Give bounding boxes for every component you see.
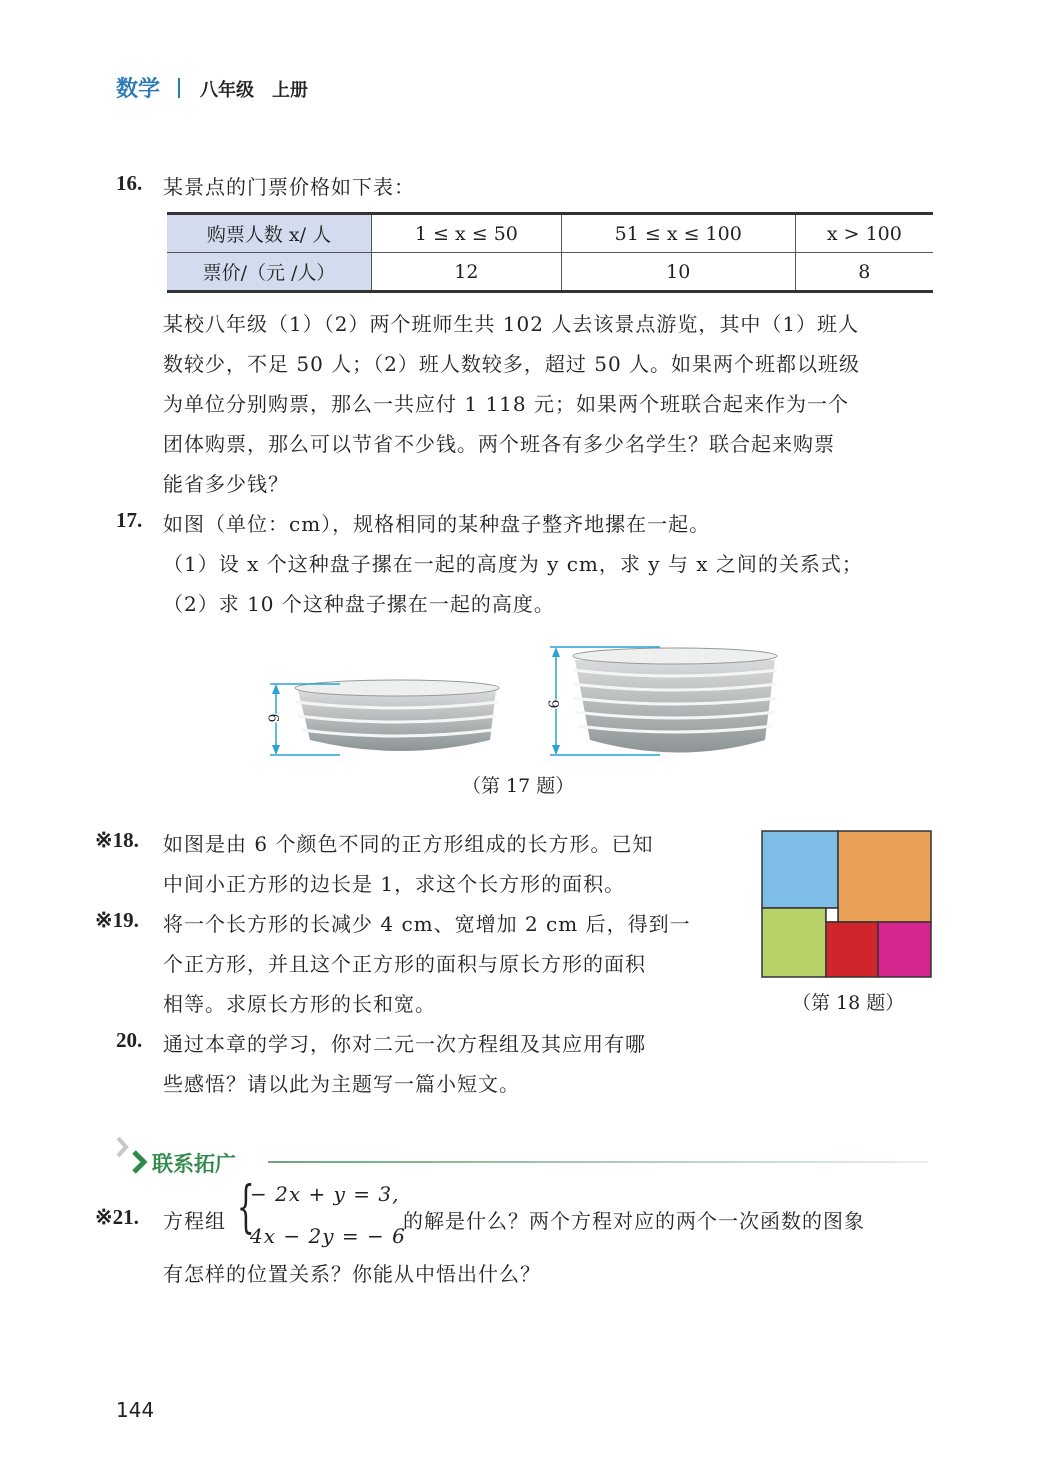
problem-number: ※21.: [95, 1205, 139, 1229]
orange-square: [838, 831, 931, 922]
header-divider: [178, 78, 180, 98]
problem-text: 通过本章的学习，你对二元一次方程组及其应用有哪: [163, 1032, 646, 1056]
problem-text: 个正方形，并且这个正方形的面积与原长方形的面积: [163, 952, 646, 976]
red-square: [826, 922, 878, 977]
problem-text: 某校八年级（1）（2）两个班师生共 102 人去该景点游览，其中（1）班人: [163, 312, 860, 336]
blue-square: [762, 831, 838, 908]
squares-figure: [760, 829, 934, 981]
problem-text: 数较少，不足 50 人；（2）班人数较多，超过 50 人。如果两个班都以班级: [163, 352, 861, 376]
problem-number: 17.: [116, 508, 143, 532]
chevron-right-icon: [114, 1134, 154, 1176]
small-center-square: [826, 908, 838, 922]
problem-number: ※18.: [95, 828, 139, 852]
problem-text: 将一个长方形的长减少 4 cm、宽增加 2 cm 后，得到一: [163, 912, 691, 936]
problem-text: 团体购票，那么可以节省不少钱。两个班各有多少名学生？联合起来购票: [163, 432, 835, 456]
grade-label: 八年级 上册: [200, 80, 308, 101]
problem-number: ※19.: [95, 908, 139, 932]
problem-text: 能省多少钱？: [163, 472, 289, 496]
problem-text: 相等。求原长方形的长和宽。: [163, 992, 436, 1016]
problem-text: 些感悟？请以此为主题写一篇小短文。: [163, 1072, 520, 1096]
figure-caption: （第 18 题）: [792, 992, 905, 1014]
ticket-price-table: [167, 212, 933, 293]
problem-number: 20.: [116, 1028, 143, 1052]
equation-1: − 2x + y = 3,: [250, 1182, 400, 1206]
plates-figure: [260, 640, 790, 765]
table-cell: 8: [795, 253, 933, 292]
table-cell: 12: [372, 253, 562, 292]
subject-title: 数学: [116, 77, 161, 102]
problem-text: （2）求 10 个这种盘子摞在一起的高度。: [163, 592, 555, 616]
table-cell: 1 ≤ x ≤ 50: [372, 214, 562, 253]
table-cell: 10: [561, 253, 795, 292]
right-height-label: 9: [544, 699, 561, 709]
problem-text: 有怎样的位置关系？你能从中悟出什么？: [163, 1262, 541, 1286]
large-plate-stack: [573, 648, 777, 753]
problem-text: 中间小正方形的边长是 1，求这个长方形的面积。: [163, 872, 626, 896]
problem-text: 如图是由 6 个颜色不同的正方形组成的长方形。已知: [163, 832, 654, 856]
brace-symbol: {: [236, 1175, 255, 1240]
page-number: 144: [116, 1398, 155, 1422]
green-square: [762, 908, 826, 977]
table-cell: 51 ≤ x ≤ 100: [561, 214, 795, 253]
problem-text: 方程组: [163, 1209, 226, 1233]
small-plate-stack: [295, 680, 499, 751]
section-divider: [268, 1161, 928, 1163]
problem-text: 的解是什么？两个方程对应的两个一次函数的图象: [403, 1209, 865, 1233]
problem-text: （1）设 x 个这种盘子摞在一起的高度为 y cm，求 y 与 x 之间的关系式；: [163, 552, 863, 576]
left-height-label: 6: [264, 713, 281, 723]
problem-text: 如图（单位：cm），规格相同的某种盘子整齐地摞在一起。: [163, 512, 711, 536]
section-title: 联系拓广: [152, 1152, 236, 1176]
problem-number: 16.: [116, 171, 143, 195]
equation-2: 4x − 2y = − 6: [250, 1224, 406, 1248]
figure-caption: （第 17 题）: [462, 775, 575, 797]
problem-text: 为单位分别购票，那么一共应付 1 118 元；如果两个班联合起来作为一个: [163, 392, 849, 416]
problem-text: 某景点的门票价格如下表：: [163, 175, 415, 199]
magenta-square: [878, 922, 931, 977]
table-header: 购票人数 x/ 人: [167, 214, 372, 253]
table-cell: x > 100: [795, 214, 933, 253]
table-header: 票价/（元 /人）: [167, 253, 372, 292]
